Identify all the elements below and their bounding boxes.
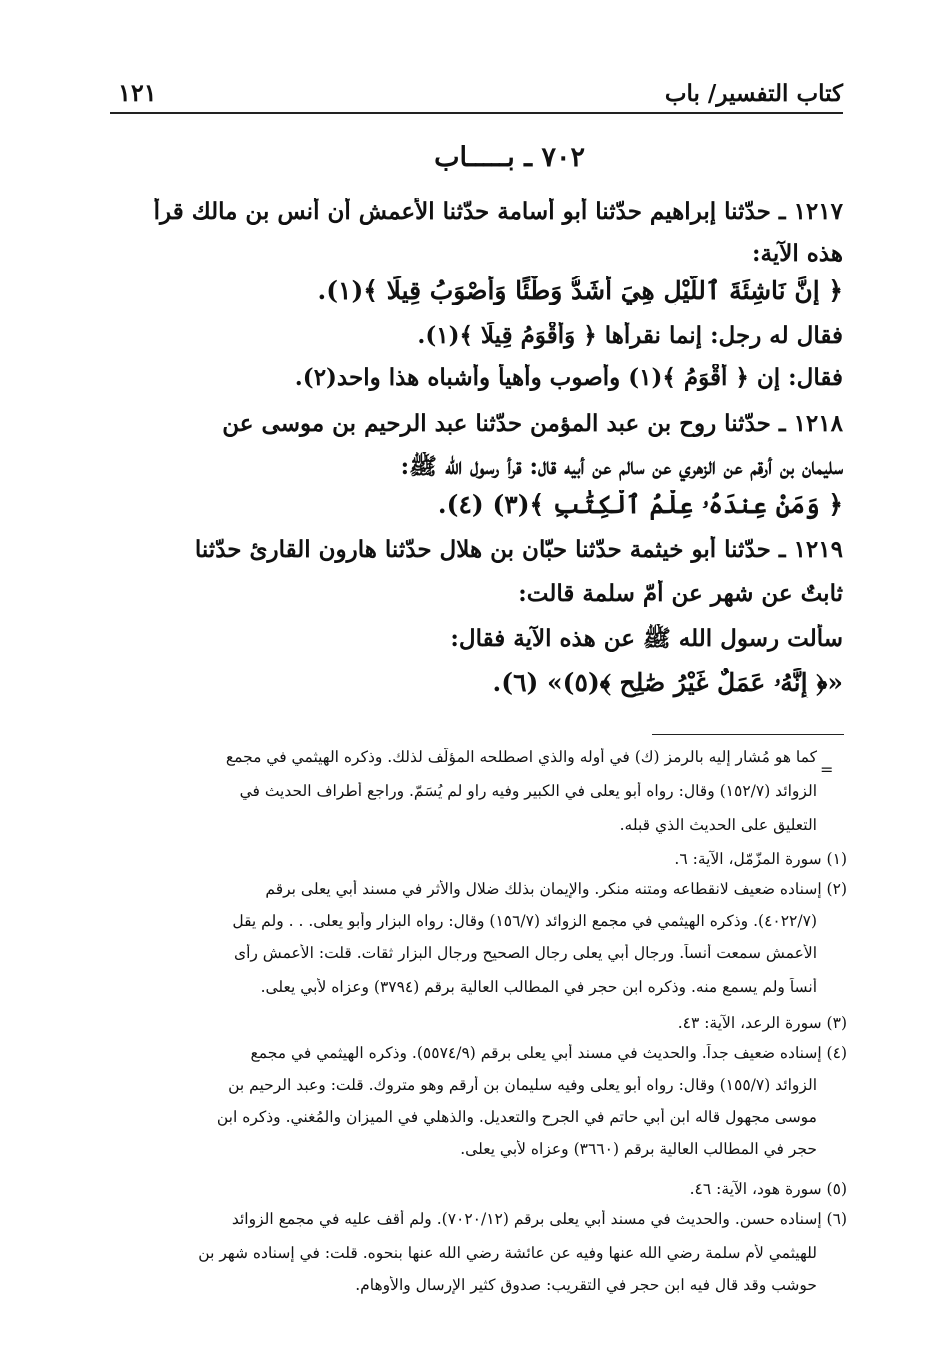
- page-header: [110, 76, 843, 110]
- footnote-separator: [652, 734, 844, 735]
- quran-verse-3: «﴿ إِنَّهُۥ عَمَلٌ غَيْرُ صَٰلِحٍ ﴾(٥)» (٦).: [492, 668, 843, 697]
- footnote-line: (٤) إسناده ضعيف جداً. والحديث في مسند أبي يعلى برقم (٥٥٧٤/٩). وذكره الهيثمي في مجمع: [250, 1044, 847, 1062]
- footnote-line: موسى مجهول قاله ابن أبي حاتم في الجرح والتعديل. والذهلي في الميزان والمُغني. وذكره ابن: [216, 1108, 817, 1126]
- hadith-1217-line-1: ١٢١٧ ـ حدّثنا إبراهيم حدّثنا أبو أُسامة حدّثنا الأعمش أن أنس بن مالك قرأ: [153, 198, 843, 225]
- footnote-line: (٢) إسناده ضعيف لانقطاعه ومتنه منكر. والإيمان بذلك ضلال والأثر في مسند أبي يعلى برقم: [265, 880, 847, 898]
- hadith-1217-line-4: فقال له رجل: إنما نقرأها ﴿ وَأَقْوَمُ قِيلًا ﴾(١).: [417, 322, 843, 349]
- footnote-line: أنساً ولم يسمع منه. وذكره ابن حجر في المطالب العالية برقم (٣٧٩٤) وعزاه لأبي يعلى.: [260, 978, 817, 996]
- hadith-1217-line-2: هذه الآية:: [752, 240, 843, 267]
- footnote-line: (١) سورة المزّمّل، الآية: ٦.: [674, 850, 847, 868]
- footnote-line: حوشب وقد قال فيه ابن حجر في التقريب: صدوق كثير الإرسال والأوهام.: [355, 1276, 817, 1294]
- footnote-line: للهيثمي لأم سلمة رضي الله عنها وفيه عن عائشة رضي الله عنها بنحوه. قلت: في إسناده شهر بن: [198, 1244, 817, 1262]
- page-number: ١٢١: [118, 78, 157, 107]
- hadith-1217-line-5: فقال: إن ﴿ أَقْوَمُ ﴾(١) وأصوب وأهيأ وأشباه هذا واحد(٢).: [294, 364, 843, 391]
- footnote-line: حجر في المطالب العالية برقم (٣٦٦٠) وعزاه لأبي يعلى.: [460, 1140, 817, 1158]
- quran-verse-1: ﴿ إِنَّ نَاشِئَةَ ٱللَّيْلِ هِيَ أَشَدُّ وَطْئًا وَأَصْوَبُ قِيلًا ﴾(١).: [317, 276, 843, 305]
- footnote-line: (٦) إسناده حسن. والحديث في مسند أبي يعلى برقم (٧٠٢٠/١٢). ولم أقف عليه في مجمع الزوائد: [231, 1210, 847, 1228]
- hadith-1219-line-2: ثابتٌ عن شهر عن أُمّ سلمة قالت:: [518, 580, 843, 607]
- footnote-continuation-mark: =: [820, 760, 834, 779]
- footnote-line: الأعمش سمعت أنساً. ورجال أبي يعلى رجال الصحيح ورجال البزار ثقات. قلت: الأعمش رأى: [233, 944, 817, 962]
- hadith-1219-line-1: ١٢١٩ ـ حدّثنا أبو خيثمة حدّثنا حبّان بن هلال حدّثنا هارون القارئ حدّثنا: [194, 536, 843, 563]
- hadith-1218-line-2: سليمان بن أرقم عن الزهري عن سالم عن أبيه قال: قرأ رسول الله ﷺ:: [400, 453, 843, 480]
- running-title: كتاب التفسير/ باب: [664, 80, 843, 107]
- chapter-heading: ٧٠٢ ـ بـــــاب: [434, 142, 585, 173]
- hadith-1219-line-3: سألت رسول الله ﷺ عن هذه الآية فقال:: [450, 625, 843, 652]
- footnote-line: التعليق على الحديث الذي قبله.: [619, 816, 817, 834]
- footnote-line: كما هو مُشار إليه بالرمز (ك) في أوله والذي اصطلحه المؤلّف لذلك. وذكره الهيثمي في مجمع: [225, 748, 817, 766]
- footnote-line: (٤٠٢٢/٧). وذكره الهيثمي في مجمع الزوائد (١٥٦/٧) وقال: رواه البزار وأبو يعلى. . . ولم يقل: [232, 912, 817, 930]
- header-rule: [110, 112, 843, 114]
- footnote-line: الزوائد (١٥٥/٧) وقال: رواه أبو يعلى وفيه سليمان بن أرقم وهو متروك. قلت: وعبد الرحيم بن: [228, 1076, 817, 1094]
- footnote-line: (٥) سورة هود، الآية: ٤٦.: [689, 1180, 847, 1198]
- quran-verse-2: ﴿ وَمَنْ عِندَهُۥ عِلْمُ ٱلْكِتَٰبِ ﴾(٣) (٤).: [437, 490, 843, 519]
- footnote-line: (٣) سورة الرعد، الآية: ٤٣.: [677, 1014, 847, 1032]
- footnote-line: الزوائد (١٥٢/٧) وقال: رواه أبو يعلى في الكبير وفيه راوٍ لم يُسَمّ. وراجع أطراف الحديث في: [239, 782, 817, 800]
- hadith-1218-line-1: ١٢١٨ ـ حدّثنا روح بن عبد المؤمن حدّثنا عبد الرحيم بن موسى عن: [222, 410, 843, 437]
